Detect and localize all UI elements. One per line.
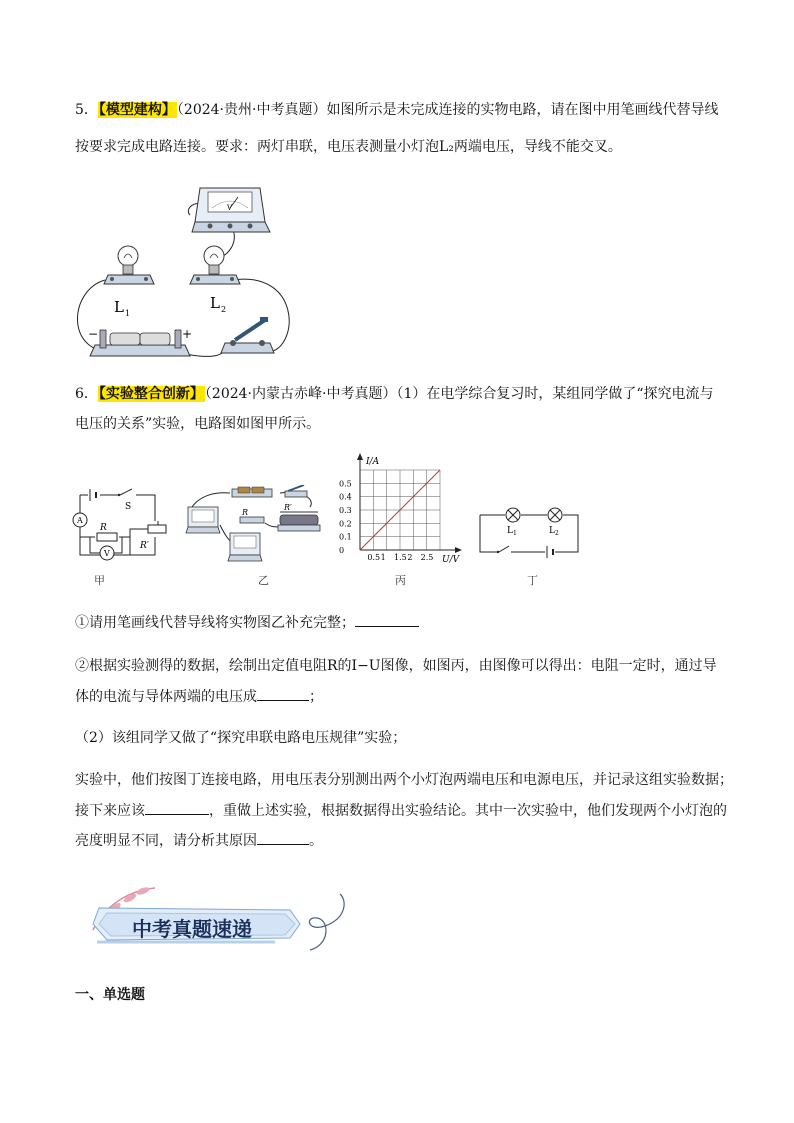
q6-part3: （2）该组同学又做了“探究串联电路电压规律”实验； [75, 730, 407, 746]
yi-voltmeter [228, 533, 262, 561]
bing-y-label: I/A [366, 457, 380, 467]
fig-yi-setup [180, 485, 325, 567]
q5-l2-sub: 2 [221, 305, 227, 314]
q6-part2-semi: ； [309, 689, 323, 705]
y-tick-label: 0.1 [339, 532, 352, 542]
knife-switch [221, 317, 274, 353]
q5-minus: − [88, 327, 99, 341]
fig-ding-circuit [475, 495, 585, 560]
q5-line1 [75, 100, 718, 120]
jia-a: A [77, 516, 83, 525]
voltmeter [192, 188, 270, 232]
caption-bing: 丙 [395, 574, 406, 587]
q6-part1 [75, 612, 419, 633]
x-tick-label: 1.5 [394, 553, 407, 562]
q6-part4-text-c: 亮度明显不同，请分析其原因 [75, 833, 257, 849]
x-tick-label: 2 [407, 553, 413, 562]
jia-s: S [125, 502, 132, 512]
answer-blank-4[interactable] [257, 830, 309, 845]
fig-bing-graph [335, 450, 465, 570]
x-tick-label: 1 [380, 553, 386, 562]
q5-circuit-figure [70, 180, 300, 360]
yi-ammeter [186, 507, 220, 533]
q6-line1 [75, 384, 714, 404]
bing-x-label: U/V [442, 555, 460, 565]
lamp-l2 [190, 246, 240, 284]
x-tick-label: 2.5 [420, 553, 434, 562]
q5-l1-label: L [114, 298, 124, 316]
banner-swirl-icon [309, 894, 344, 950]
y-tick-label: 0.5 [339, 479, 352, 489]
caption-jia: 甲 [94, 574, 105, 587]
ding-l2: L [549, 526, 555, 536]
q6-part4-text-a: 接下来应该 [75, 803, 145, 819]
q5-line2: 按要求完成电路连接。要求：两灯串联，电压表测量小灯泡L₂两端电压，导线不能交叉。 [75, 139, 622, 155]
q6-part4-line2 [75, 800, 727, 821]
q6-number: 6． [75, 386, 98, 402]
y-tick-label: 0.3 [339, 506, 352, 515]
battery-holder [90, 330, 190, 356]
q5-text1: （2024·贵州·中考真题）如图所示是未完成连接的实物电路，请在图中用笔画线代替导线 [176, 102, 719, 118]
jia-rp: R′ [140, 541, 149, 551]
q5-v-label: V [227, 204, 233, 212]
caption-ding: 丁 [527, 574, 538, 587]
q5-tag: 【模型建构】 [98, 102, 176, 118]
q6-part1-text: ①请用笔画线代替导线将实物图乙补充完整； [75, 615, 355, 631]
caption-yi: 乙 [258, 574, 269, 587]
answer-blank-1[interactable] [355, 612, 419, 627]
y-tick-label: 0 [339, 546, 345, 555]
answer-blank-2[interactable] [257, 686, 309, 701]
q6-tag: 【实验整合创新】 [98, 386, 204, 402]
ding-l1-sub: 1 [513, 530, 517, 537]
yi-rheostat [278, 512, 320, 531]
q6-part4-text-b: ，重做上述实验，根据数据得出实验结论。其中一次实验中，他们发现两个小灯泡的 [209, 803, 727, 819]
q5-plus: + [182, 327, 193, 341]
jia-v: V [104, 549, 110, 558]
q6-part4-line1: 实验中，他们按图丁连接电路，用电压表分别测出两个小灯泡两端电压和电源电压，并记录这组实验数据； [75, 772, 733, 788]
q6-part2-text: 体的电流与导体两端的电压成 [75, 689, 257, 705]
section-heading: 一、单选题 [75, 987, 145, 1003]
jia-r: R [100, 523, 107, 533]
ding-l1: L [507, 526, 513, 536]
lamp-l1 [104, 246, 154, 284]
q5-number: 5． [75, 102, 98, 118]
y-tick-label: 0.4 [339, 492, 352, 502]
fig-jia-circuit [70, 485, 170, 565]
q6-part2-line1: ②根据实验测得的数据，绘制出定值电阻R的I−U图像，如图丙，由图像可以得出：电阻一定时，通过导 [75, 658, 717, 674]
q6-text1: （2024·内蒙古赤峰·中考真题）（1）在电学综合复习时，某组同学做了“探究电流与 [204, 386, 714, 402]
q6-part4-end: 。 [309, 833, 323, 849]
q5-l1-sub: 1 [125, 309, 131, 318]
q6-part2-line2 [75, 686, 323, 707]
q5-l2-label: L [210, 294, 220, 312]
ding-l2-sub: 2 [555, 530, 559, 537]
q6-part4-line3 [75, 830, 323, 851]
answer-blank-3[interactable] [145, 800, 209, 815]
yi-r: R [242, 508, 249, 517]
y-tick-label: 0.2 [339, 519, 352, 529]
banner-title: 中考真题速递 [132, 917, 252, 941]
q6-line2: 电压的关系”实验，电路图如图甲所示。 [75, 416, 321, 432]
x-tick-label: 0.5 [367, 553, 381, 562]
yi-rp: R′ [284, 503, 292, 512]
